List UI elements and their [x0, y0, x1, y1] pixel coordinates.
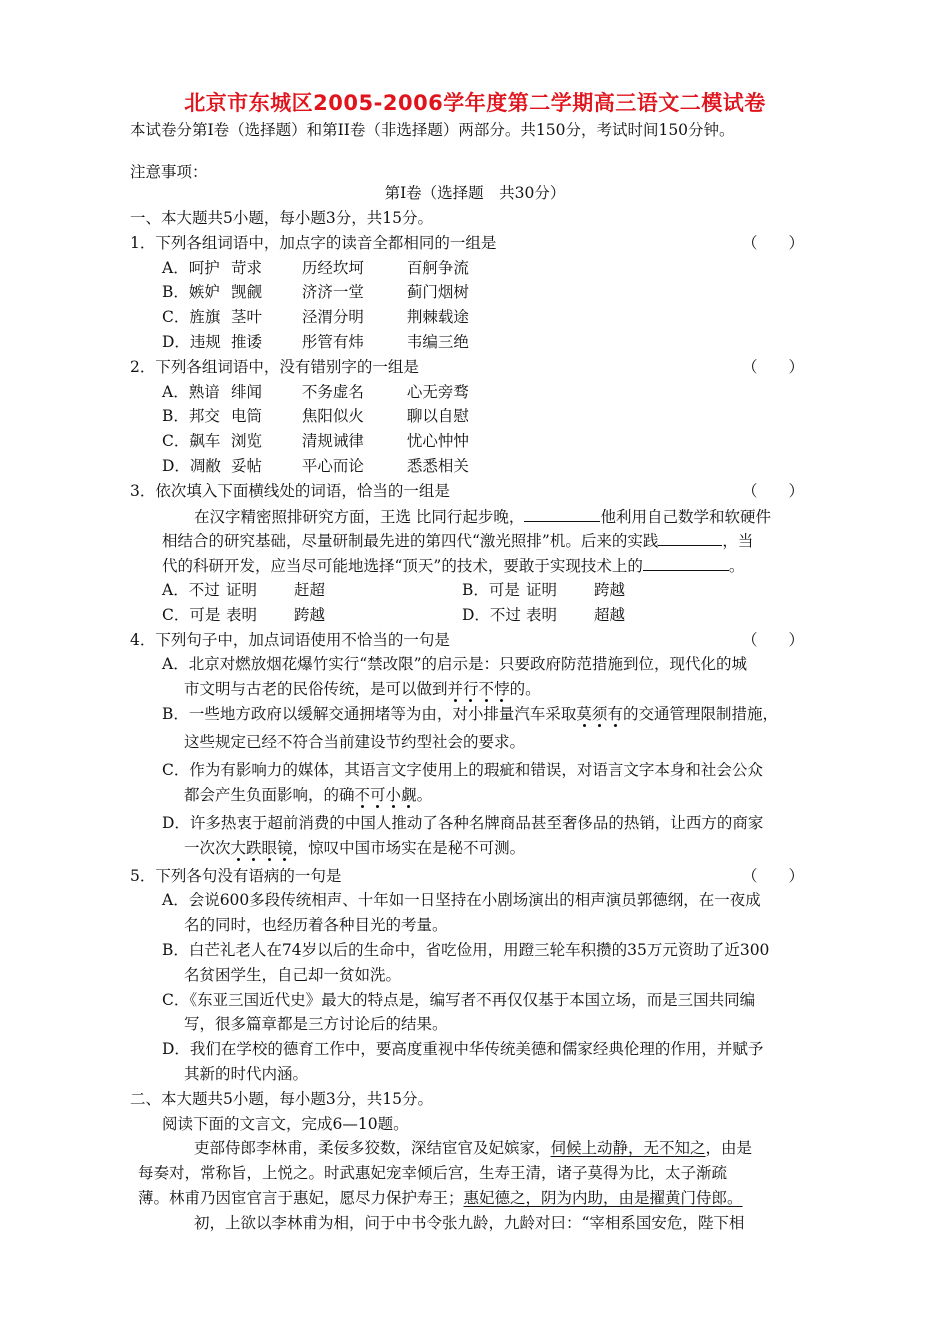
- option-word: 表明: [226, 605, 258, 624]
- passage-line: [130, 1211, 830, 1236]
- passage-text: 代的科研开发，应当尽可能地选择“顶天”的技术，要敢于实现技术上的: [162, 557, 643, 576]
- option-line: [130, 811, 830, 836]
- option-word: 彤管有炜: [301, 332, 364, 351]
- part-heading: 二、本大题共5小题，每小题3分，共15分。: [130, 1089, 433, 1108]
- question-stem: 3．依次填入下面横线处的词语，恰当的一组是: [130, 481, 450, 500]
- option-line: [130, 652, 830, 677]
- option-line: [130, 758, 830, 783]
- option-word: 聊以自慰: [406, 407, 469, 426]
- option-word: 跨越: [594, 580, 626, 599]
- option-line: [130, 938, 830, 963]
- option-line: [130, 1037, 830, 1062]
- answer-bracket: （ ）: [742, 630, 805, 649]
- option-word: A．呵护: [162, 258, 220, 277]
- option-line: [130, 1062, 830, 1087]
- option-text: ，惊叹中国市场实在是秘不可测。: [292, 838, 526, 857]
- question-3: [130, 479, 830, 504]
- option-row: [130, 429, 830, 454]
- option-word: D．违规: [162, 332, 221, 351]
- option-word: B．可是: [462, 580, 520, 599]
- passage-text: 初，上欲以李林甫为相，问于中书令张九龄，九龄对曰：“宰相系国安危，陛下相: [194, 1213, 745, 1232]
- reading-instruction: 阅读下面的文言文，完成6—10题。: [162, 1114, 409, 1133]
- passage-line: [130, 1136, 830, 1161]
- option-line: [130, 783, 830, 811]
- option-word: 历经坎坷: [301, 258, 364, 277]
- question-4: [130, 628, 830, 653]
- option-word: C．旌旗: [162, 308, 221, 327]
- option-line: [130, 888, 830, 913]
- option-word: 心无旁骛: [406, 382, 469, 401]
- option-text: 名贫困学生，自己却一贫如洗。: [184, 965, 402, 984]
- option-word: 清规诫律: [301, 432, 364, 451]
- option-word: 妥帖: [230, 456, 262, 475]
- option-line: [130, 677, 830, 702]
- option-word: 荆棘载途: [406, 308, 469, 327]
- option-word: C．可是: [162, 605, 221, 624]
- notes-label: 注意事项：: [130, 163, 208, 181]
- option-word: 泾渭分明: [301, 308, 364, 327]
- option-text: 其新的时代内涵。: [184, 1064, 309, 1083]
- option-text: 。: [416, 785, 433, 804]
- option-line: [130, 836, 830, 864]
- option-text: 写，很多篇章都是三方讨论后的结果。: [184, 1015, 448, 1034]
- option-word: 悉悉相关: [406, 456, 469, 475]
- option-row: [130, 330, 830, 355]
- question-stem: 4．下列句子中，加点词语使用不恰当的一句是: [130, 630, 450, 649]
- passage-text: 吏部侍郎李林甫，柔佞多狡数，深结宦官及妃嫔家，: [194, 1139, 551, 1158]
- option-row: [130, 380, 830, 405]
- option-word: C．飙车: [162, 432, 221, 451]
- option-line: [130, 988, 830, 1013]
- option-word: B．邦交: [162, 407, 220, 426]
- passage-text: ，由是: [705, 1139, 753, 1158]
- option-word: 赶超: [294, 580, 326, 599]
- option-text: 这些规定已经不符合当前建设节约型社会的要求。: [184, 732, 526, 751]
- option-word: D．凋敝: [162, 456, 221, 475]
- option-word: 济济一堂: [301, 283, 364, 302]
- underlined-sentence: 惠妃德之，阴为内助，由是擢黄门侍郎。: [463, 1188, 743, 1207]
- question-1: [130, 231, 830, 256]
- option-word: 证明: [226, 580, 258, 599]
- option-text: 名的同时，也经历着各种目光的考量。: [184, 916, 448, 935]
- question-stem: 5．下列各句没有语病的一句是: [130, 866, 342, 885]
- question-5: [130, 864, 830, 889]
- option-word: 表明: [526, 605, 558, 624]
- option-line: [130, 702, 830, 730]
- option-word: 茎叶: [230, 308, 262, 327]
- question-2: [130, 355, 830, 380]
- option-text: C．《东亚三国近代史》最大的特点是，编写者不再仅仅基于本国立场，而是三国共同编: [162, 990, 756, 1009]
- option-line: [130, 913, 830, 938]
- option-text: C．作为有影响力的媒体，其语言文字使用上的瑕疵和错误，对语言文字本身和社会公众: [162, 760, 763, 779]
- fill-blank: [524, 504, 600, 522]
- option-text: B．一些地方政府以缓解交通拥堵等为由，对小排量汽车采取: [162, 704, 577, 723]
- option-word: 觊觎: [230, 283, 262, 302]
- option-word: D．不过: [462, 605, 521, 624]
- intro-text: 本试卷分第Ⅰ卷（选择题）和第II卷（非选择题）两部分。共150分，考试时间150分钟。: [130, 121, 735, 139]
- option-word: A．不过: [162, 580, 220, 599]
- option-row: [130, 305, 830, 330]
- option-word: 证明: [526, 580, 558, 599]
- option-word: 焦阳似火: [301, 407, 364, 426]
- option-text: A．会说600多段传统相声、十年如一日坚持在小剧场演出的相声演员郭德纲，在一夜成: [162, 891, 761, 910]
- passage-text: 。: [728, 557, 745, 576]
- option-word: 韦编三绝: [406, 332, 469, 351]
- passage-text: 每奏对，常称旨，上悦之。时武惠妃宠幸倾后宫，生寿王清，诸子莫得为比，太子渐疏: [138, 1164, 728, 1183]
- option-word: 电筒: [230, 407, 262, 426]
- passage-text: ，当: [722, 532, 754, 551]
- question-stem: 2．下列各组词语中，没有错别字的一组是: [130, 357, 419, 376]
- option-text: 一次次: [184, 838, 231, 857]
- passage-text: 在汉字精密照排研究方面，王选 比同行起步晚，: [194, 507, 525, 526]
- part-heading: 一、本大题共5小题，每小题3分，共15分。: [130, 209, 433, 227]
- option-line: [130, 1012, 830, 1037]
- option-text: D．我们在学校的德育工作中，要高度重视中华传统美德和儒家经典伦理的作用，并赋予: [162, 1040, 764, 1059]
- section-header: 第Ⅰ卷（选择题 共30分）: [384, 184, 566, 202]
- option-word: 忧心忡忡: [406, 432, 469, 451]
- option-word: 绯闻: [230, 382, 262, 401]
- option-text: 市文明与古老的民俗传统，是可以做到: [184, 680, 448, 699]
- option-word: 超越: [594, 605, 626, 624]
- fill-blank: [643, 553, 729, 571]
- answer-bracket: （ ）: [742, 233, 805, 252]
- option-word: B．嫉妒: [162, 283, 220, 302]
- dotted-phrase: 不可小觑: [354, 785, 417, 804]
- option-text: D．许多热衷于超前消费的中国人推动了各种名牌商品甚至奢侈品的热销，让西方的商家: [162, 813, 764, 832]
- passage-line: [130, 504, 830, 529]
- option-text: B．白芒礼老人在74岁以后的生命中，省吃俭用，用蹬三轮车积攒的35万元资助了近300: [162, 940, 770, 959]
- passage-text: 薄。林甫乃因宦官言于惠妃，愿尽力保护寿王；: [138, 1188, 464, 1207]
- option-row: [130, 404, 830, 429]
- option-text: A．北京对燃放烟花爆竹实行“禁改限”的启示是：只要政府防范措施到位，现代化的城: [162, 655, 748, 674]
- question-stem: 1．下列各组词语中，加点字的读音全都相同的一组是: [130, 233, 497, 252]
- option-row: [130, 454, 830, 479]
- dotted-phrase: 大跌眼镜: [230, 838, 293, 857]
- page-title: 北京市东城区2005-2006学年度第二学期高三语文二模试卷: [184, 91, 766, 115]
- option-word: 不务虚名: [301, 382, 364, 401]
- answer-bracket: （ ）: [742, 866, 805, 885]
- underlined-sentence: 伺候上动静，无不知之: [550, 1139, 706, 1158]
- option-word: 蓟门烟树: [406, 283, 469, 302]
- option-word: 跨越: [294, 605, 326, 624]
- option-word: A．熟谙: [162, 382, 220, 401]
- passage-line: [130, 528, 830, 553]
- option-row: [130, 578, 830, 603]
- option-text: 都会产生负面影响，的确: [184, 785, 355, 804]
- passage-line: [130, 553, 830, 578]
- option-text: 的交通管理限制措施，: [622, 704, 778, 723]
- option-word: 百舸争流: [406, 258, 469, 277]
- dotted-phrase: 并行不悖: [447, 680, 510, 699]
- option-row: [130, 603, 830, 628]
- option-word: 浏览: [230, 432, 262, 451]
- passage-text: 他利用自己数学和软硬件: [600, 507, 771, 526]
- passage-line: [130, 1186, 830, 1211]
- option-word: 平心而论: [301, 456, 364, 475]
- option-row: [130, 256, 830, 281]
- option-line: [130, 730, 830, 758]
- option-word: 推诿: [230, 332, 262, 351]
- passage-text: 相结合的研究基础，尽量研制最先进的第四代“激光照排”机。后来的实践: [162, 532, 659, 551]
- option-text: 的。: [509, 680, 541, 699]
- answer-bracket: （ ）: [742, 357, 805, 376]
- fill-blank: [658, 528, 722, 546]
- option-row: [130, 280, 830, 305]
- answer-bracket: （ ）: [742, 481, 805, 500]
- questions-block: [130, 206, 830, 1235]
- passage-line: [130, 1161, 830, 1186]
- dotted-phrase: 莫须有: [576, 704, 623, 723]
- option-word: 苛求: [230, 258, 262, 277]
- option-line: [130, 963, 830, 988]
